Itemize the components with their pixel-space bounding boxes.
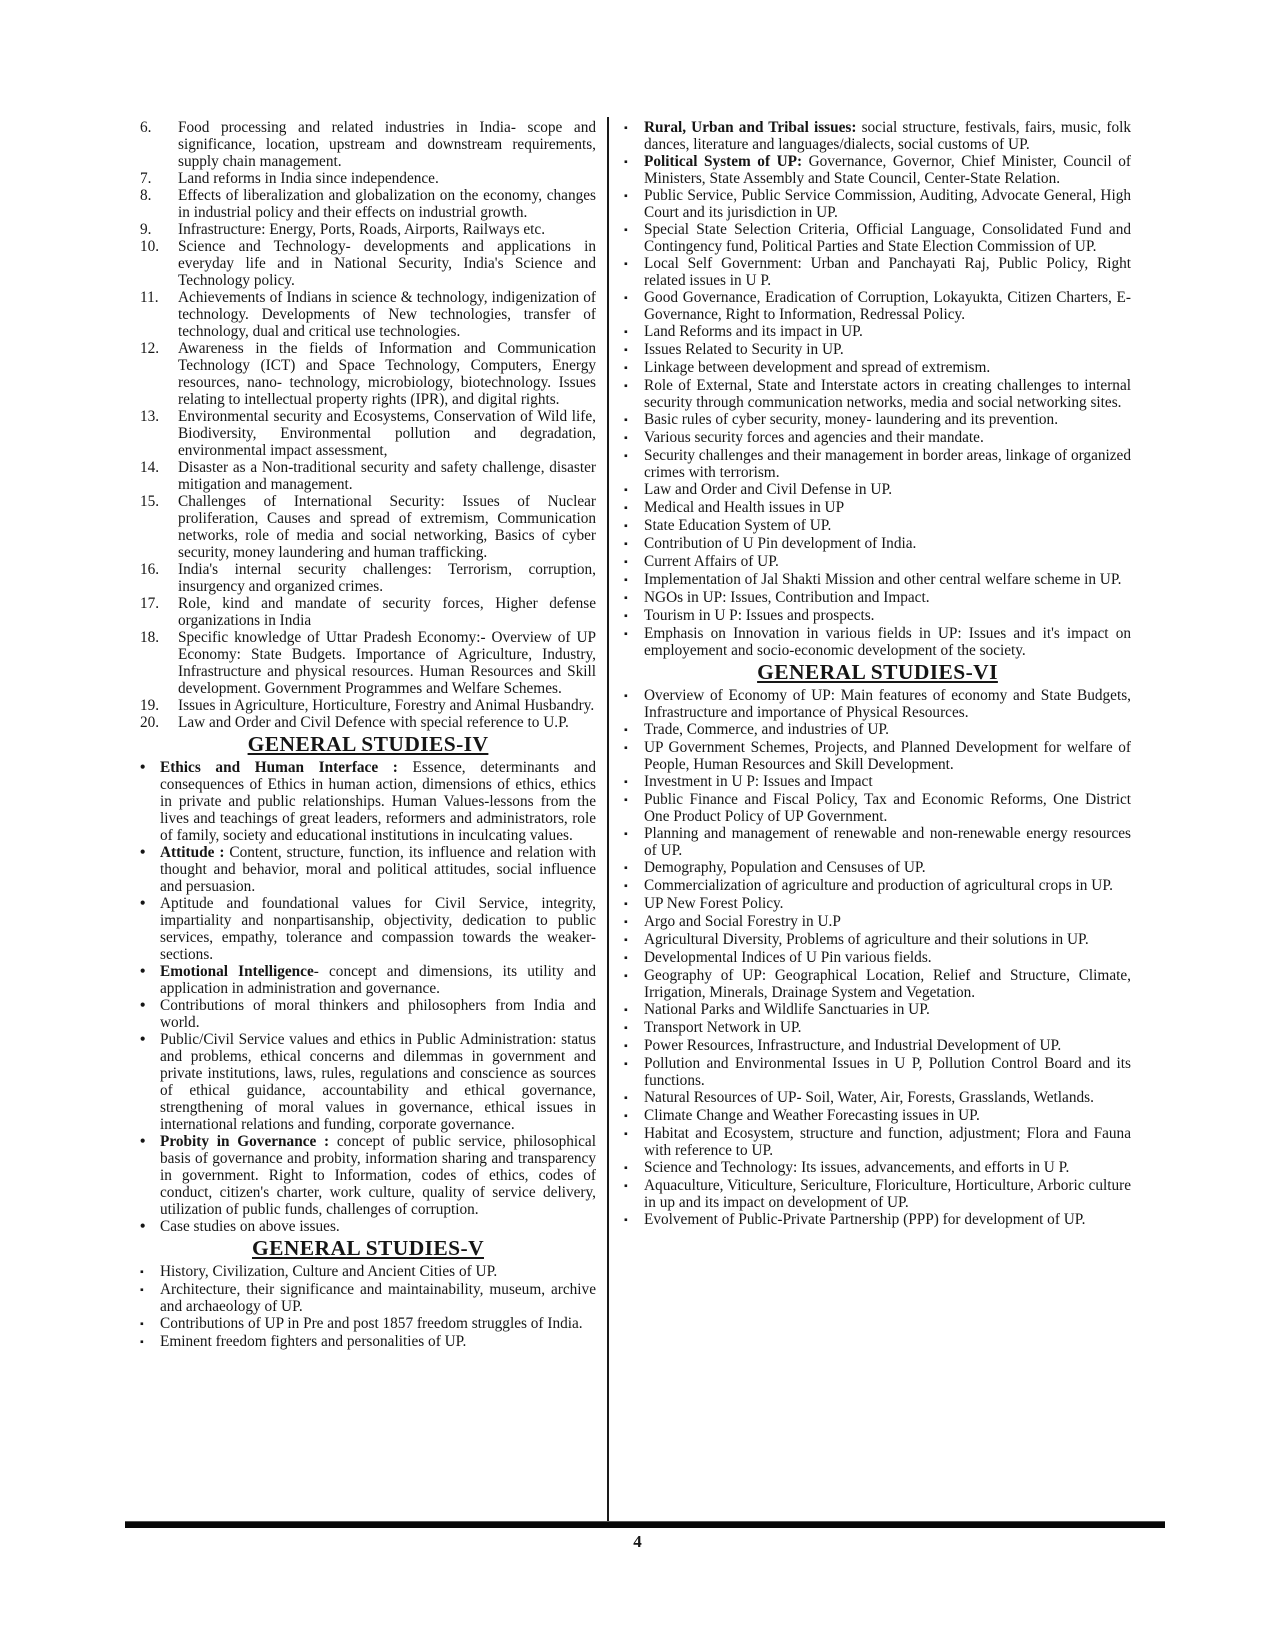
item-text: Good Governance, Eradication of Corruption, Lokayukta, Citizen Charters, E-Governance, Right to Information, Redressal Policy. (644, 289, 1131, 323)
square-bullet-icon: ▪ (624, 345, 628, 356)
bullet-item (624, 289, 1131, 323)
item-text: Land Reforms and its impact in UP. (644, 323, 863, 340)
section-heading-gs5: GENERAL STUDIES-V (251, 1236, 484, 1260)
bullet-item (624, 1159, 1131, 1177)
numbered-item (140, 170, 596, 187)
bullet-item (624, 967, 1131, 1001)
footer-rule (125, 1521, 1165, 1528)
item-text: Agricultural Diversity, Problems of agriculture and their solutions in UP. (644, 931, 1089, 948)
item-number: 18. (140, 629, 160, 646)
bullet-item (624, 481, 1131, 499)
square-bullet-icon: ▪ (624, 327, 628, 338)
dot-bullet-icon: • (140, 1031, 146, 1048)
item-number: 8. (140, 187, 152, 204)
bullet-item (624, 535, 1131, 553)
bullet-item (624, 221, 1131, 255)
item-text: Public/Civil Service values and ethics in Public Administration: status and problems, ethical concerns and dilemmas in government and private institutions, laws, rules, regulations and conscience as sources of ethical guidance, accountability and ethical governance, strengthening of moral values in governance, ethical issues in international relations and funding, corporate governance. (160, 1031, 596, 1133)
item-text: Architecture, their significance and maintainability, museum, archive and archaeology of UP. (160, 1281, 596, 1315)
item-number: 16. (140, 561, 160, 578)
bullet-item (624, 447, 1131, 481)
bullet-item (624, 895, 1131, 913)
square-bullet-icon: ▪ (624, 1215, 628, 1226)
item-text: Contributions of UP in Pre and post 1857 freedom struggles of India. (160, 1315, 583, 1332)
bullet-item (624, 255, 1131, 289)
dot-bullet-icon: • (140, 1133, 146, 1150)
item-text: Security challenges and their management in border areas, linkage of organized crimes with terrorism. (644, 447, 1131, 481)
bullet-item (140, 759, 596, 844)
bullet-item (140, 1133, 596, 1218)
square-bullet-icon: ▪ (624, 743, 628, 754)
gs5-continued-bullet-list (624, 119, 1131, 659)
item-text: Emphasis on Innovation in various fields in UP: Issues and it's impact on employement and socio-economic development of the society. (644, 625, 1131, 659)
item-number: 7. (140, 170, 152, 187)
gs6-bullet-list (624, 687, 1131, 1229)
item-text: Planning and management of renewable and non-renewable energy resources of UP. (644, 825, 1131, 859)
item-text: Achievements of Indians in science & technology, indigenization of technology. Developments of New technologies, transfer of technology, dual and critical use technologies. (178, 289, 596, 340)
bullet-item (624, 1001, 1131, 1019)
bullet-item (140, 1263, 596, 1281)
square-bullet-icon: ▪ (624, 293, 628, 304)
page-content (125, 117, 1165, 1521)
item-text: Challenges of International Security: Issues of Nuclear proliferation, Causes and spread of extremism, Communication networks, role of media and social networking, Basics of cyber security, money laundering and human trafficking. (178, 493, 596, 561)
item-text: Power Resources, Infrastructure, and Industrial Development of UP. (644, 1037, 1062, 1054)
bullet-item (624, 119, 1131, 153)
item-text: Food processing and related industries in India- scope and significance, location, upstream and downstream requirements, supply chain management. (178, 119, 596, 170)
bullet-item (624, 859, 1131, 877)
item-text: Case studies on above issues. (160, 1218, 340, 1235)
numbered-item (140, 561, 596, 595)
item-text: Climate Change and Weather Forecasting issues in UP. (644, 1107, 980, 1124)
square-bullet-icon: ▪ (624, 381, 628, 392)
item-text: Science and Technology- developments and applications in everyday life and in National Security, India's Science and Technology policy. (178, 238, 596, 289)
item-text: National Parks and Wildlife Sanctuaries in UP. (644, 1001, 930, 1018)
square-bullet-icon: ▪ (624, 863, 628, 874)
item-text: Various security forces and agencies and their mandate. (644, 429, 984, 446)
square-bullet-icon: ▪ (624, 971, 628, 982)
bullet-item (624, 377, 1131, 411)
bullet-item (624, 341, 1131, 359)
square-bullet-icon: ▪ (624, 539, 628, 550)
square-bullet-icon: ▪ (624, 917, 628, 928)
bullet-item (624, 1019, 1131, 1037)
bullet-item (624, 1177, 1131, 1211)
right-column (609, 117, 1165, 1521)
item-text: Developmental Indices of U Pin various fields. (644, 949, 932, 966)
bullet-item (624, 323, 1131, 341)
item-text: Science and Technology: Its issues, advancements, and efforts in U P. (644, 1159, 1070, 1176)
item-text: Special State Selection Criteria, Official Language, Consolidated Fund and Contingency fund, Political Parties and State Election Commission of UP. (644, 221, 1131, 255)
item-text: Attitude : Content, structure, function, its influence and relation with thought and behavior, moral and political attitudes, social influence and persuasion. (160, 844, 596, 895)
numbered-item (140, 187, 596, 221)
bullet-item (624, 153, 1131, 187)
bullet-item (140, 1281, 596, 1315)
bullet-item (140, 1333, 596, 1351)
square-bullet-icon: ▪ (624, 259, 628, 270)
bullet-item (624, 625, 1131, 659)
bullet-item (624, 791, 1131, 825)
item-text: Political System of UP: Governance, Governor, Chief Minister, Council of Ministers, State Assembly and State Council, Center-State Relation. (644, 153, 1131, 187)
square-bullet-icon: ▪ (624, 157, 628, 168)
item-text: Implementation of Jal Shakti Mission and other central welfare scheme in UP. (644, 571, 1122, 588)
numbered-item (140, 221, 596, 238)
square-bullet-icon: ▪ (624, 451, 628, 462)
item-text: Tourism in U P: Issues and prospects. (644, 607, 875, 624)
item-number: 20. (140, 714, 160, 731)
square-bullet-icon: ▪ (624, 829, 628, 840)
dot-bullet-icon: • (140, 759, 146, 776)
square-bullet-icon: ▪ (624, 123, 628, 134)
item-text: Basic rules of cyber security, money- laundering and its prevention. (644, 411, 1059, 428)
item-text: Emotional Intelligence- concept and dimensions, its utility and application in administration and governance. (160, 963, 596, 997)
bullet-item (624, 949, 1131, 967)
item-text: Disaster as a Non-traditional security and safety challenge, disaster mitigation and management. (178, 459, 596, 493)
square-bullet-icon: ▪ (624, 557, 628, 568)
dot-bullet-icon: • (140, 1218, 146, 1235)
square-bullet-icon: ▪ (624, 1093, 628, 1104)
square-bullet-icon: ▪ (140, 1337, 144, 1348)
item-number: 15. (140, 493, 160, 510)
numbered-item (140, 595, 596, 629)
numbered-item (140, 697, 596, 714)
bullet-item (624, 825, 1131, 859)
bullet-item (624, 553, 1131, 571)
bullet-item (624, 359, 1131, 377)
numbered-item (140, 238, 596, 289)
bullet-item (624, 721, 1131, 739)
bullet-item (624, 187, 1131, 221)
item-text: Aquaculture, Viticulture, Sericulture, Floriculture, Horticulture, Arboric culture in up and its impact on development of UP. (644, 1177, 1131, 1211)
item-text: Overview of Economy of UP: Main features of economy and State Budgets, Infrastructure and importance of Physical Resources. (644, 687, 1131, 721)
square-bullet-icon: ▪ (624, 881, 628, 892)
item-text: Contributions of moral thinkers and philosophers from India and world. (160, 997, 596, 1031)
bullet-item (624, 1037, 1131, 1055)
numbered-item (140, 289, 596, 340)
item-text: Eminent freedom fighters and personalities of UP. (160, 1333, 467, 1350)
square-bullet-icon: ▪ (624, 629, 628, 640)
item-text: Issues Related to Security in UP. (644, 341, 844, 358)
item-text: Local Self Government: Urban and Panchayati Raj, Public Policy, Right related issues in U P. (644, 255, 1131, 289)
bullet-item (624, 1055, 1131, 1089)
square-bullet-icon: ▪ (624, 899, 628, 910)
numbered-item (140, 459, 596, 493)
page-number: 4 (633, 1532, 642, 1551)
bullet-item (624, 499, 1131, 517)
bullet-item (624, 607, 1131, 625)
bullet-item (140, 1218, 596, 1235)
bullet-item (140, 997, 596, 1031)
item-text: Land reforms in India since independence. (178, 170, 439, 187)
left-column (125, 117, 609, 1521)
item-text: Effects of liberalization and globalization on the economy, changes in industrial policy and their effects on industrial growth. (178, 187, 596, 221)
bullet-item (140, 895, 596, 963)
square-bullet-icon: ▪ (624, 935, 628, 946)
item-number: 12. (140, 340, 160, 357)
item-text: Issues in Agriculture, Horticulture, Forestry and Animal Husbandry. (178, 697, 595, 714)
item-text: Awareness in the fields of Information and Communication Technology (ICT) and Space Technology, Computers, Energy resources, nano- technology, microbiology, biotechnology. Issues relating to intellectual property rights (IPR), and digital rights. (178, 340, 596, 408)
bullet-item (624, 1125, 1131, 1159)
bullet-item (624, 1211, 1131, 1229)
item-text: Ethics and Human Interface : Essence, determinants and consequences of Ethics in human action, dimensions of ethics, ethics in private and public relationships. Human Values-lessons from the lives and teachings of great leaders, reformers and administrators, role of family, society and educational institutions in inculcating values. (160, 759, 596, 844)
section-heading-gs4: GENERAL STUDIES-IV (247, 732, 489, 756)
item-number: 19. (140, 697, 160, 714)
item-text: Infrastructure: Energy, Ports, Roads, Airports, Railways etc. (178, 221, 546, 238)
bullet-item (624, 429, 1131, 447)
square-bullet-icon: ▪ (624, 725, 628, 736)
item-text: Investment in U P: Issues and Impact (644, 773, 873, 790)
item-text: Evolvement of Public-Private Partnership (PPP) for development of UP. (644, 1211, 1086, 1228)
numbered-item (140, 119, 596, 170)
square-bullet-icon: ▪ (624, 1163, 628, 1174)
square-bullet-icon: ▪ (624, 433, 628, 444)
square-bullet-icon: ▪ (624, 593, 628, 604)
square-bullet-icon: ▪ (140, 1267, 144, 1278)
bullet-item (140, 1315, 596, 1333)
item-text: Environmental security and Ecosystems, Conservation of Wild life, Biodiversity, Environmental pollution and degradation, environmental impact assessment, (178, 408, 596, 459)
square-bullet-icon: ▪ (624, 1111, 628, 1122)
bullet-item (624, 931, 1131, 949)
square-bullet-icon: ▪ (624, 415, 628, 426)
item-text: Trade, Commerce, and industries of UP. (644, 721, 890, 738)
square-bullet-icon: ▪ (624, 1023, 628, 1034)
item-text: Role of External, State and Interstate actors in creating challenges to internal security through communication networks, media and social networking sites. (644, 377, 1131, 411)
square-bullet-icon: ▪ (624, 521, 628, 532)
item-text: Medical and Health issues in UP (644, 499, 845, 516)
item-text: Specific knowledge of Uttar Pradesh Economy:- Overview of UP Economy: State Budgets. Importance of Agriculture, Industry, Infrastructure and physical resources. Human Resources and Skill development. Government Programmes and Welfare Schemes. (178, 629, 596, 697)
item-text: Geography of UP: Geographical Location, Relief and Structure, Climate, Irrigation, Minerals, Drainage System and Vegetation. (644, 967, 1131, 1001)
item-text: Public Service, Public Service Commission, Auditing, Advocate General, High Court and its jurisdiction in UP. (644, 187, 1131, 221)
bullet-item (624, 571, 1131, 589)
bullet-item (624, 913, 1131, 931)
dot-bullet-icon: • (140, 997, 146, 1014)
item-text: Law and Order and Civil Defence with special reference to U.P. (178, 714, 569, 731)
square-bullet-icon: ▪ (624, 611, 628, 622)
item-text: Public Finance and Fiscal Policy, Tax and Economic Reforms, One District One Product Policy of UP Government. (644, 791, 1131, 825)
item-text: Natural Resources of UP- Soil, Water, Air, Forests, Grasslands, Wetlands. (644, 1089, 1094, 1106)
bullet-item (140, 963, 596, 997)
square-bullet-icon: ▪ (624, 1059, 628, 1070)
item-text: Habitat and Ecosystem, structure and function, adjustment; Flora and Fauna with reference to UP. (644, 1125, 1131, 1159)
item-number: 6. (140, 119, 152, 136)
item-text: Transport Network in UP. (644, 1019, 802, 1036)
item-text: Probity in Governance : concept of public service, philosophical basis of governance and probity, information sharing and transparency in government. Right to Information, codes of ethics, codes of conduct, citizen's charter, work culture, quality of service delivery, utilization of public funds, challenges of corruption. (160, 1133, 596, 1218)
item-text: India's internal security challenges: Terrorism, corruption, insurgency and organized crimes. (178, 561, 596, 595)
dot-bullet-icon: • (140, 895, 146, 912)
square-bullet-icon: ▪ (624, 1181, 628, 1192)
bullet-item (624, 411, 1131, 429)
bullet-item (624, 589, 1131, 607)
item-text: Demography, Population and Censuses of UP. (644, 859, 926, 876)
square-bullet-icon: ▪ (624, 503, 628, 514)
square-bullet-icon: ▪ (624, 363, 628, 374)
numbered-list (140, 119, 596, 731)
item-text: Contribution of U Pin development of India. (644, 535, 917, 552)
square-bullet-icon: ▪ (624, 1129, 628, 1140)
square-bullet-icon: ▪ (624, 485, 628, 496)
numbered-item (140, 629, 596, 697)
square-bullet-icon: ▪ (624, 953, 628, 964)
square-bullet-icon: ▪ (624, 691, 628, 702)
item-text: Commercialization of agriculture and production of agricultural crops in UP. (644, 877, 1113, 894)
item-number: 10. (140, 238, 160, 255)
item-text: Argo and Social Forestry in U.P (644, 913, 841, 930)
gs4-bullet-list (140, 759, 596, 1235)
item-text: Linkage between development and spread of extremism. (644, 359, 991, 376)
item-text: Pollution and Environmental Issues in U P, Pollution Control Board and its functions. (644, 1055, 1131, 1089)
bullet-item (624, 687, 1131, 721)
gs5-bullet-list (140, 1263, 596, 1351)
item-text: UP New Forest Policy. (644, 895, 784, 912)
item-text: NGOs in UP: Issues, Contribution and Impact. (644, 589, 930, 606)
item-text: Law and Order and Civil Defense in UP. (644, 481, 893, 498)
square-bullet-icon: ▪ (140, 1285, 144, 1296)
square-bullet-icon: ▪ (624, 777, 628, 788)
item-text: Role, kind and mandate of security forces, Higher defense organizations in India (178, 595, 596, 629)
square-bullet-icon: ▪ (624, 225, 628, 236)
bullet-item (624, 739, 1131, 773)
item-text: UP Government Schemes, Projects, and Planned Development for welfare of People, Human Resources and Skill Development. (644, 739, 1131, 773)
bullet-item (140, 844, 596, 895)
bullet-item (624, 773, 1131, 791)
bullet-item (624, 517, 1131, 535)
item-number: 11. (140, 289, 159, 306)
square-bullet-icon: ▪ (624, 795, 628, 806)
numbered-item (140, 340, 596, 408)
item-text: Current Affairs of UP. (644, 553, 779, 570)
dot-bullet-icon: • (140, 844, 146, 861)
square-bullet-icon: ▪ (624, 1005, 628, 1016)
bullet-item (624, 1089, 1131, 1107)
square-bullet-icon: ▪ (624, 191, 628, 202)
numbered-item (140, 493, 596, 561)
square-bullet-icon: ▪ (624, 1041, 628, 1052)
numbered-item (140, 714, 596, 731)
dot-bullet-icon: • (140, 963, 146, 980)
item-text: Aptitude and foundational values for Civil Service, integrity, impartiality and nonpartisanship, objectivity, dedication to public services, empathy, tolerance and compassion towards the weaker-sections. (160, 895, 596, 963)
item-text: State Education System of UP. (644, 517, 832, 534)
item-number: 9. (140, 221, 152, 238)
bullet-item (624, 877, 1131, 895)
section-heading-gs6: GENERAL STUDIES-VI (757, 660, 998, 684)
bullet-item (624, 1107, 1131, 1125)
square-bullet-icon: ▪ (140, 1319, 144, 1330)
item-number: 17. (140, 595, 160, 612)
bullet-item (140, 1031, 596, 1133)
numbered-item (140, 408, 596, 459)
item-number: 13. (140, 408, 160, 425)
square-bullet-icon: ▪ (624, 575, 628, 586)
item-text: History, Civilization, Culture and Ancient Cities of UP. (160, 1263, 498, 1280)
item-text: Rural, Urban and Tribal issues: social structure, festivals, fairs, music, folk dances, literature and languages/dialects, social customs of UP. (644, 119, 1132, 153)
item-number: 14. (140, 459, 160, 476)
